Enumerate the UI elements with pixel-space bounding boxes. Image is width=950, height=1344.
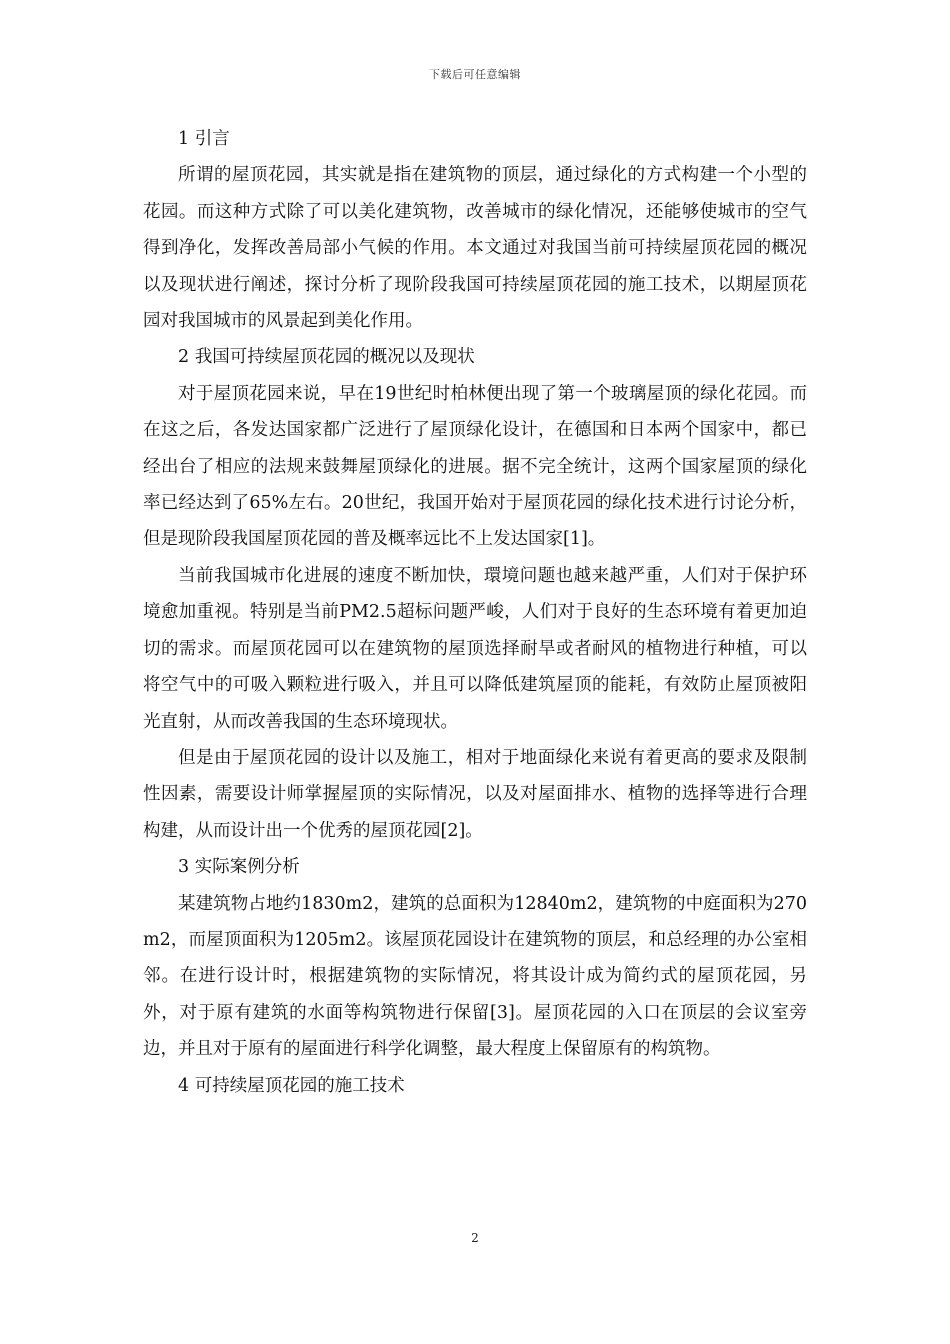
page-header: 下载后可任意编辑 — [429, 68, 521, 81]
paragraph: 对于屋顶花园来说，早在19世纪时柏林便出现了第一个玻璃屋顶的绿化花园。而在这之后，各发达国家都广泛进行了屋顶绿化设计，在德国和日本两个国家中，都已经出台了相应的法规来鼓舞屋顶绿化的进展。据不完全统计，这两个国家屋顶的绿化率已经达到了65%左右。20世纪，我国开始对于屋顶花园的绿化技术进行讨论分析，但是现阶段我国屋顶花园的普及概率远比不上发达国家[1]。 — [143, 383, 807, 550]
page-number: 2 — [471, 1231, 479, 1245]
paragraph: 当前我国城市化进展的速度不断加快，環境问题也越来越严重，人们对于保护环境愈加重视。特别是当前PM2.5超标问题严峻，人们对于良好的生态环境有着更加迫切的需求。而屋顶花园可以在建筑物的屋顶选择耐旱或者耐风的植物进行种植，可以将空气中的可吸入颗粒进行吸入，并且可以降低建筑屋顶的能耗，有效防止屋顶被阳光直射，从而改善我国的生态环境现状。 — [143, 565, 807, 732]
paragraph: 某建筑物占地约1830m2，建筑的总面积为12840m2，建筑物的中庭面积为270m2，而屋顶面积为1205m2。该屋顶花园设计在建筑物的顶层，和总经理的办公室相邻。在进行设计时，根据建筑物的实际情况，将其设计成为简约式的屋顶花园，另外，对于原有建筑的水面等构筑物进行保留[3]。屋顶花园的入口在顶层的会议室旁边，并且对于原有的屋面进行科学化调整，最大程度上保留原有的构筑物。 — [143, 893, 807, 1060]
paragraph: 但是由于屋顶花园的设计以及施工，相对于地面绿化来说有着更高的要求及限制性因素，需要设计师掌握屋顶的实际情况，以及对屋面排水、植物的选择等进行合理构建，从而设计出一个优秀的屋顶花园[2]。 — [143, 747, 807, 841]
document-body — [143, 121, 807, 1104]
section-heading-intro: 1 引言 — [178, 129, 230, 149]
section-heading-case: 3 实际案例分析 — [178, 857, 300, 878]
section-heading-overview: 2 我国可持续屋顶花园的概况以及现状 — [178, 347, 475, 368]
section-heading-construction: 4 可持续屋顶花园的施工技术 — [178, 1075, 405, 1096]
paragraph: 所谓的屋顶花园，其实就是指在建筑物的顶层，通过绿化的方式构建一个小型的花园。而这种方式除了可以美化建筑物，改善城市的绿化情况，还能够使城市的空气得到净化，发挥改善局部小气候的作用。本文通过对我国当前可持续屋顶花园的概况以及现状进行阐述，探讨分析了现阶段我国可持续屋顶花园的施工技术，以期屋顶花园对我国城市的风景起到美化作用。 — [143, 165, 807, 332]
